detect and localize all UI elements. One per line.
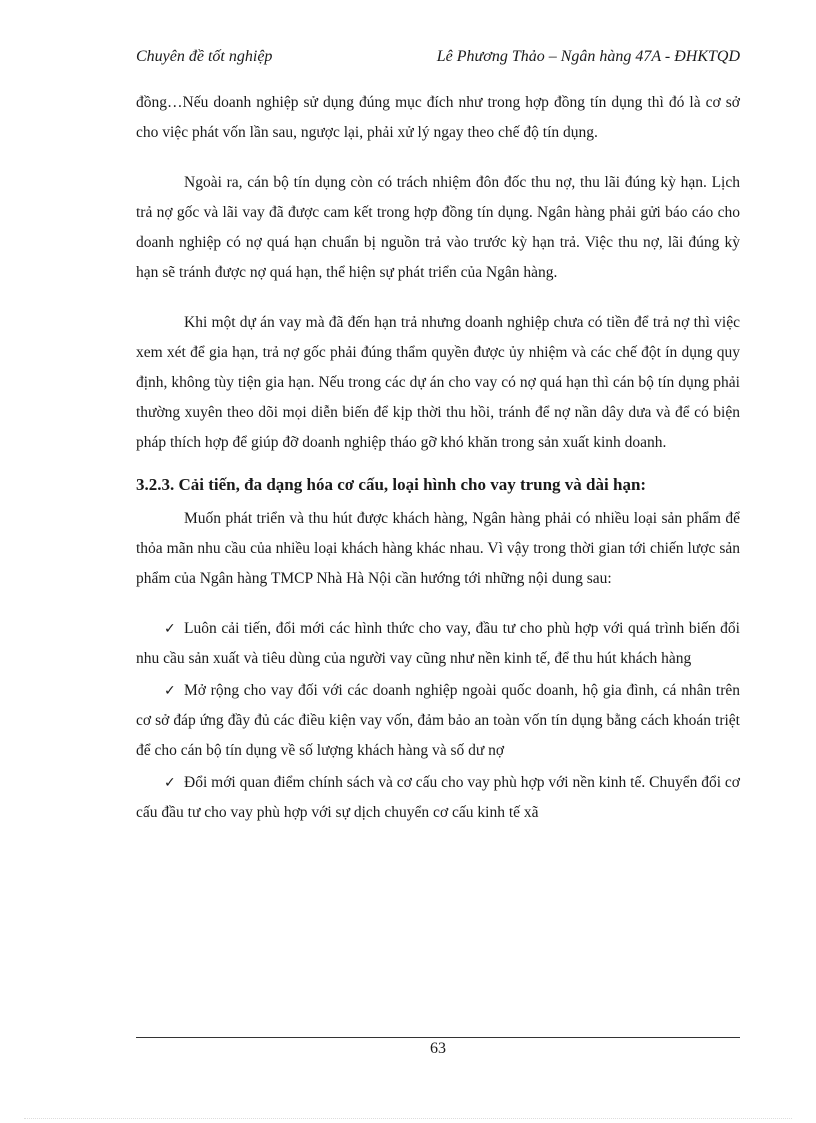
- page-header: [136, 48, 740, 66]
- section-intro: Muốn phát triển và thu hút được khách hàng, Ngân hàng phải có nhiều loại sản phẩm để thỏa mãn nhu cầu của nhiều loại khách hàng khác nhau. Vì vậy trong thời gian tới chiến lược sản phẩm của Ngân hàng TMCP Nhà Hà Nội cần hướng tới những nội dung sau:: [136, 510, 740, 587]
- section-heading: 3.2.3. Cải tiến, đa dạng hóa cơ cấu, loại hình cho vay trung và dài hạn:: [136, 475, 647, 494]
- footer-divider: [136, 1037, 740, 1038]
- list-item: [136, 768, 740, 828]
- page-edge-divider: [24, 1118, 792, 1119]
- header-document-title: Chuyên đề tốt nghiệp: [136, 48, 273, 65]
- document-body: [136, 88, 740, 830]
- checkmark-icon: ✓: [164, 621, 176, 637]
- list-item: [136, 614, 740, 674]
- list-item-text: Đổi mới quan điểm chính sách và cơ cấu cho vay phù hợp với nền kinh tế. Chuyển đổi cơ cấu đầu tư cho vay phù hợp với sự dịch chuyển cơ cấu kinh tế xã: [136, 774, 740, 821]
- paragraph-continuation: đồng…Nếu doanh nghiệp sử dụng đúng mục đích như trong hợp đồng tín dụng thì đó là cơ sở cho việc phát vốn lần sau, ngược lại, phải xử lý ngay theo chế độ tín dụng.: [136, 94, 740, 141]
- paragraph-extension: Khi một dự án vay mà đã đến hạn trả nhưng doanh nghiệp chưa có tiền để trả nợ thì việc xem xét để gia hạn, trả nợ gốc phải đúng thẩm quyền được ủy nhiệm và các chế đột ín dụng quy định, không tùy tiện gia hạn. Nếu trong các dự án cho vay có nợ quá hạn thì cán bộ tín dụng phải thường xuyên theo dõi mọi diễn biến để kịp thời thu hồi, tránh để nợ nần dây dưa và để có biện pháp thích hợp để giúp đỡ doanh nghiệp tháo gỡ khó khăn trong sản xuất kinh doanh.: [136, 314, 740, 451]
- list-item-text: Luôn cải tiến, đổi mới các hình thức cho vay, đầu tư cho phù hợp với quá trình biến đổi nhu cầu sản xuất và tiêu dùng của người vay cũng như nền kinh tế, để thu hút khách hàng: [136, 620, 740, 667]
- page-number: 63: [430, 1040, 446, 1057]
- paragraph-debt-collection: Ngoài ra, cán bộ tín dụng còn có trách nhiệm đôn đốc thu nợ, thu lãi đúng kỳ hạn. Lịch trả nợ gốc và lãi vay đã được cam kết trong hợp đồng tín dụng. Ngân hàng phải gửi báo cáo cho doanh nghiệp có nợ quá hạn chuẩn bị nguồn trả vào trước kỳ hạn trả. Việc thu nợ, lãi đúng kỳ hạn sẽ tránh được nợ quá hạn, thể hiện sự phát triển của Ngân hàng.: [136, 174, 740, 281]
- list-item: [136, 676, 740, 766]
- bullet-list: [136, 614, 740, 828]
- checkmark-icon: ✓: [164, 775, 176, 791]
- checkmark-icon: ✓: [164, 683, 176, 699]
- header-author: Lê Phương Thảo – Ngân hàng 47A - ĐHKTQD: [436, 48, 740, 65]
- list-item-text: Mở rộng cho vay đối với các doanh nghiệp ngoài quốc doanh, hộ gia đình, cá nhân trên cơ sở đáp ứng đầy đủ các điều kiện vay vốn, đảm bảo an toàn vốn tín dụng bằng cách khoán triệt để cho cán bộ tín dụng về số lượng khách hàng và số dư nợ: [136, 682, 740, 759]
